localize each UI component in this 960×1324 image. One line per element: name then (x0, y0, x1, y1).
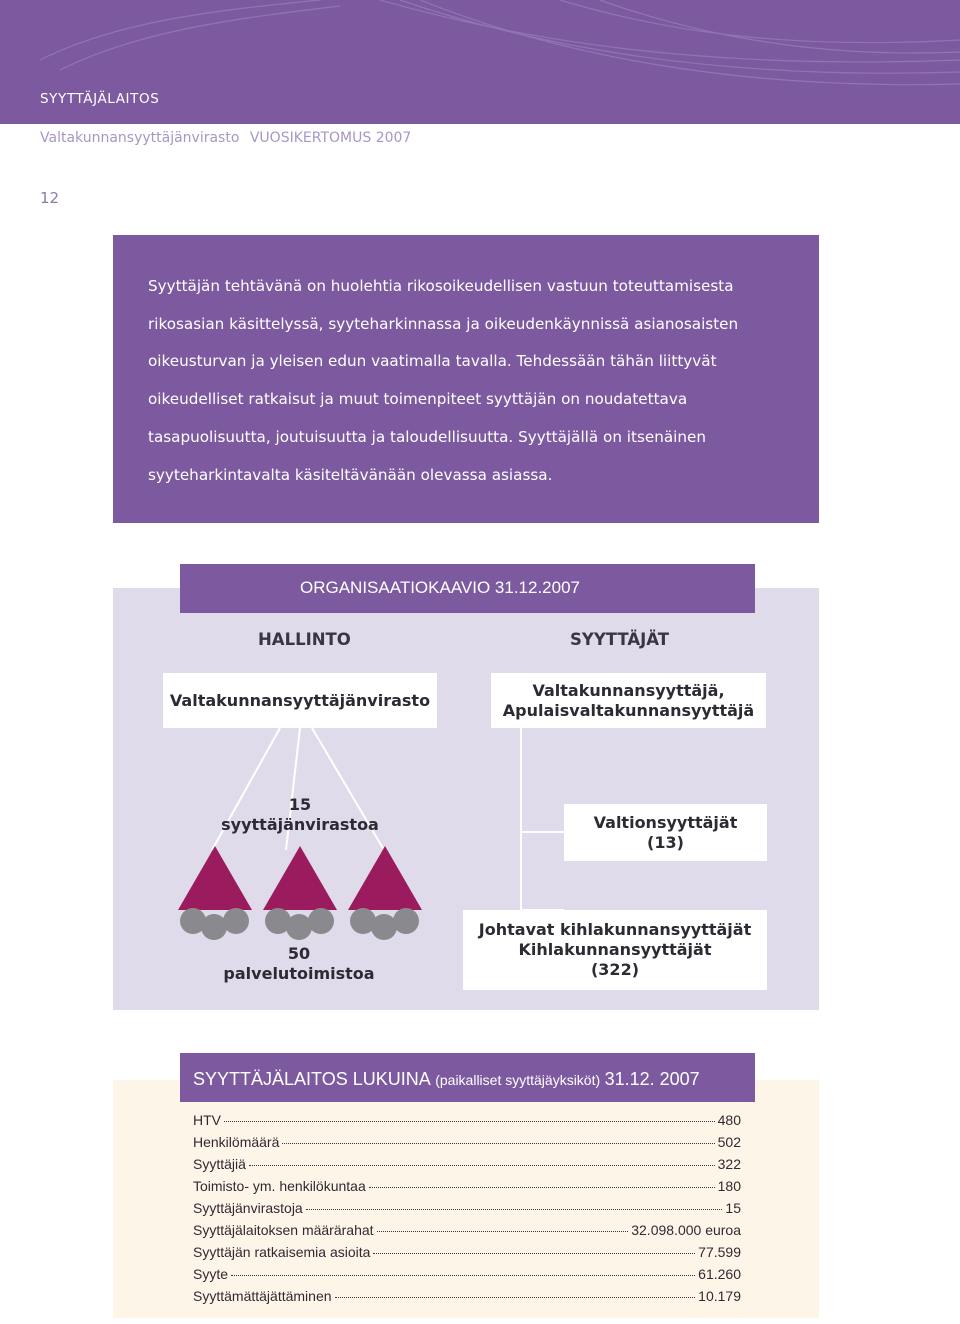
stat-value: 15 (725, 1200, 741, 1216)
stat-value: 180 (717, 1178, 741, 1194)
stat-row (193, 1134, 741, 1156)
stat-row (193, 1244, 741, 1266)
stat-leader-dots (335, 1297, 696, 1298)
service-circle (371, 914, 397, 940)
admin-box: Valtakunnansyyttäjänvirasto (163, 673, 437, 728)
stat-value: 77.599 (698, 1244, 741, 1260)
stat-row (193, 1200, 741, 1222)
page-number: 12 (40, 189, 60, 207)
stat-leader-dots (249, 1165, 715, 1166)
stat-label: HTV (193, 1112, 221, 1128)
service-caption (199, 944, 399, 984)
top-prosecutors-box (491, 673, 766, 728)
section-label: SYYTTÄJÄLAITOS (40, 91, 160, 107)
stat-row (193, 1178, 741, 1200)
stat-leader-dots (369, 1187, 715, 1188)
report-title: VUOSIKERTOMUS 2007 (249, 130, 412, 146)
stat-label: Syyttäjän ratkaisemia asioita (193, 1244, 371, 1260)
stats-title (193, 1069, 700, 1090)
stat-value: 10.179 (698, 1288, 741, 1304)
stat-row (193, 1288, 741, 1310)
stat-label: Syyttäjiä (193, 1156, 246, 1172)
report-org: Valtakunnansyyttäjänvirasto (40, 130, 240, 146)
state-prosecutors-box (564, 804, 767, 861)
stat-value: 32.098.000 euroa (631, 1222, 741, 1238)
service-circle (393, 908, 419, 934)
stat-leader-dots (377, 1231, 629, 1232)
org-chart-title: ORGANISAATIOKAAVIO 31.12.2007 (300, 578, 580, 597)
stat-value: 502 (717, 1134, 741, 1150)
stat-label: Syyttämättäjättäminen (193, 1288, 332, 1304)
top-prosecutors-line1: Valtakunnansyyttäjä, (532, 680, 725, 700)
office-triangle (348, 846, 422, 910)
state-prosecutors-line2: (13) (647, 832, 684, 852)
stat-row (193, 1222, 741, 1244)
offices-count: 15 (288, 795, 312, 814)
stat-label: Henkilömäärä (193, 1134, 280, 1150)
syyttajanvirasto-triangles (178, 846, 422, 910)
stat-label: Syyte (193, 1266, 229, 1282)
syyttajat-heading: SYYTTÄJÄT (570, 630, 670, 649)
service-count: 50 (287, 944, 311, 963)
stat-value: 322 (717, 1156, 741, 1172)
stat-leader-dots (231, 1275, 695, 1276)
stats-title-date: 31.12. 2007 (604, 1069, 700, 1089)
offices-caption (200, 795, 400, 835)
stat-row (193, 1156, 741, 1178)
top-prosecutors-line2: Apulaisvaltakunnansyyttäjä (502, 700, 755, 720)
stat-label: Toimisto- ym. henkilökuntaa (193, 1178, 366, 1194)
stat-leader-dots (306, 1209, 723, 1210)
district-line3: (322) (590, 960, 640, 979)
office-triangle (263, 846, 337, 910)
hallinto-heading: HALLINTO (258, 630, 351, 649)
district-line2: Kihlakunnansyyttäjät (518, 940, 712, 959)
service-circle (286, 914, 312, 940)
stat-label: Syyttäjälaitoksen määrärahat (193, 1222, 374, 1238)
offices-label: syyttäjänvirastoa (221, 815, 379, 834)
stat-label: Syyttäjänvirastoja (193, 1200, 303, 1216)
stat-row (193, 1266, 741, 1288)
service-circle (308, 908, 334, 934)
stats-title-sub: (paikalliset syyttäjäyksiköt) (435, 1072, 601, 1088)
district-line1: Johtavat kihlakunnansyyttäjät (478, 920, 752, 939)
stat-leader-dots (282, 1143, 714, 1144)
stat-leader-dots (224, 1121, 715, 1122)
office-triangle (178, 846, 252, 910)
service-office-circles (180, 908, 419, 940)
stat-leader-dots (373, 1253, 695, 1254)
stat-row (193, 1112, 741, 1134)
stat-value: 61.260 (698, 1266, 741, 1282)
stats-title-main: SYYTTÄJÄLAITOS LUKUINA (193, 1069, 431, 1089)
state-prosecutors-line1: Valtionsyyttäjät (593, 812, 738, 832)
service-circle (223, 908, 249, 934)
service-circle (201, 914, 227, 940)
district-prosecutors-box (463, 910, 767, 990)
intro-text: Syyttäjän tehtävänä on huolehtia rikosoikeudellisen vastuun toteuttamisesta rikosasian käsittelyssä, syyteharkinnassa ja oikeudenkäynnissä asianosaisten oikeusturvan ja yleisen edun vaatimalla tavalla. Tehdessään tähän liittyvät oikeudelliset ratkaisut ja muut toimenpiteet syyttäjän on noudatettava tasapuolisuutta, joutuisuutta ja taloudellisuutta. Syyttäjällä on itsenäinen syyteharkintavalta käsiteltävänään olevassa asiassa. (148, 277, 739, 484)
stat-value: 480 (717, 1112, 741, 1128)
service-label: palvelutoimistoa (223, 964, 375, 983)
